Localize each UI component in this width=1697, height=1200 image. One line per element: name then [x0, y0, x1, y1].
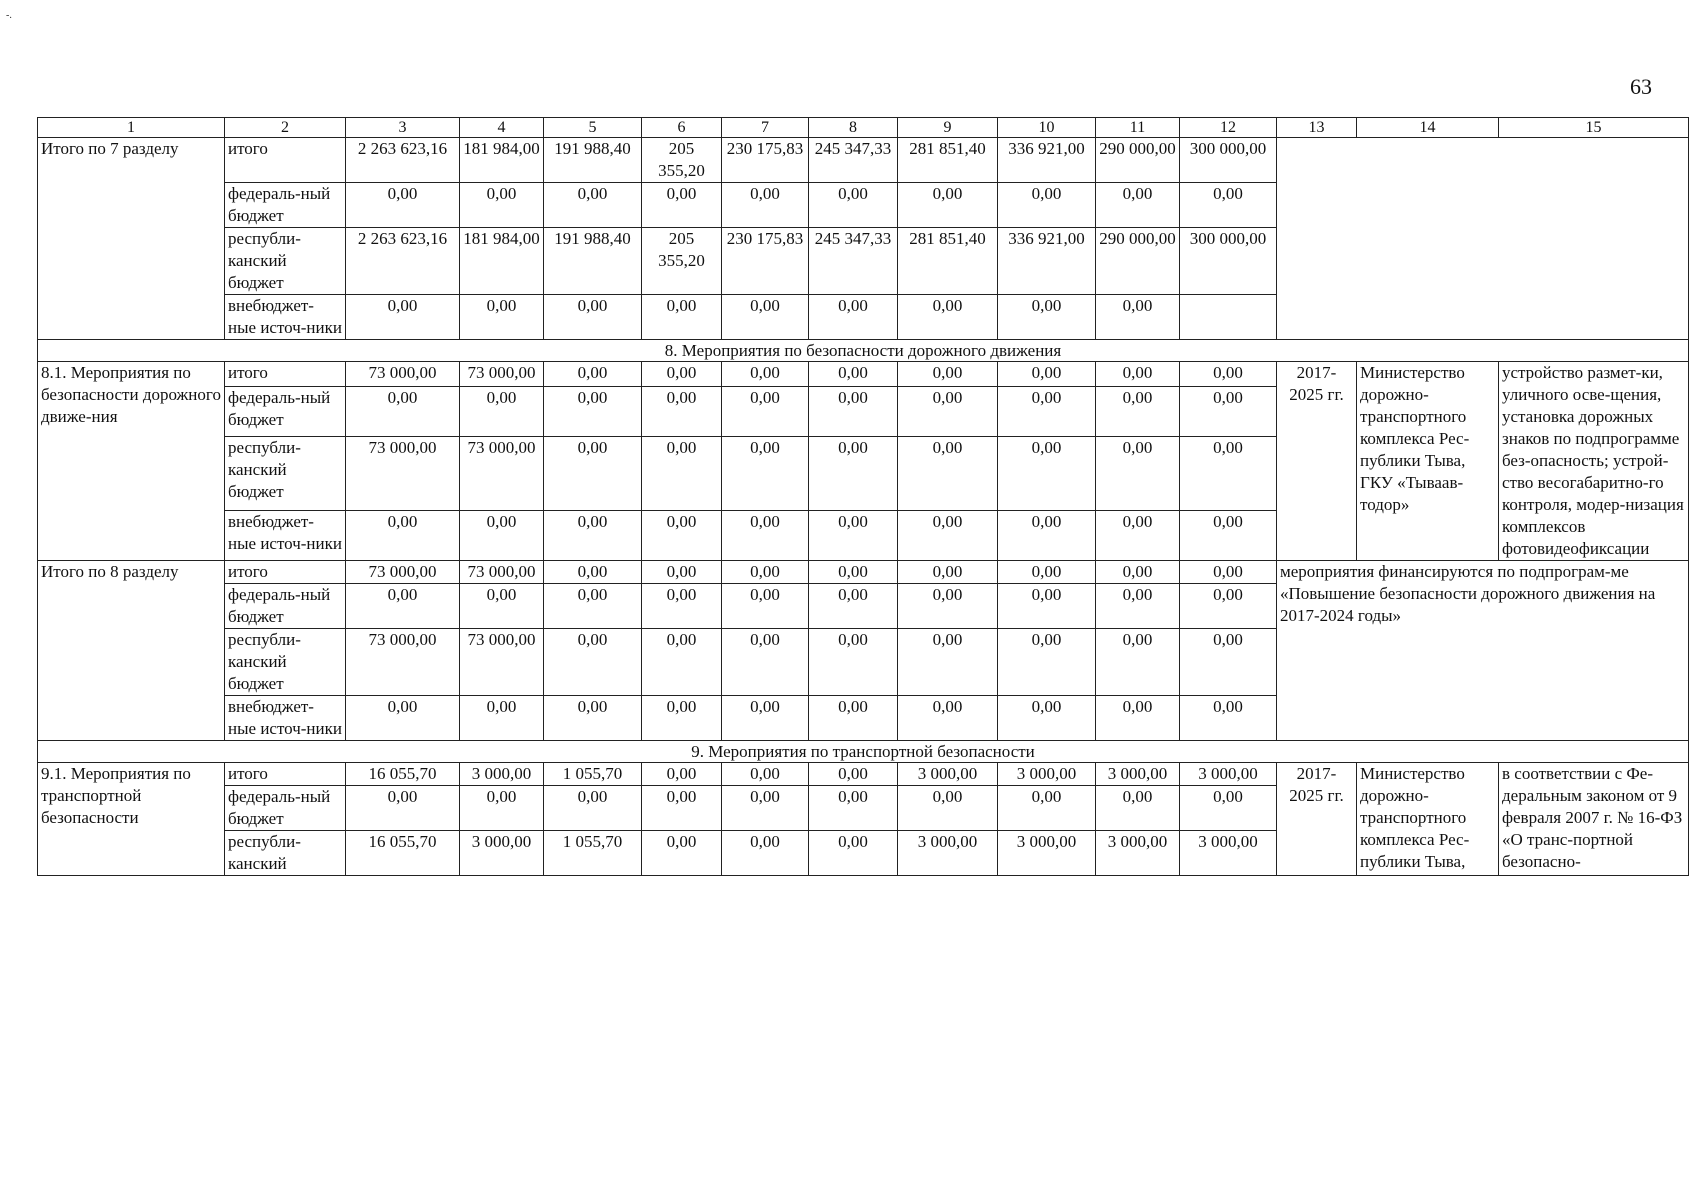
funding-source: внебюджет-ные источ-ники	[225, 511, 346, 561]
funding-source: федераль-ный бюджет	[225, 786, 346, 831]
header-cell: 15	[1499, 118, 1689, 138]
amount-cell: 1 055,70	[544, 763, 642, 786]
amount-cell: 0,00	[642, 295, 722, 340]
funding-source: республи-канский	[225, 831, 346, 876]
amount-cell: 73 000,00	[460, 629, 544, 696]
funding-source: итого	[225, 763, 346, 786]
amount-cell: 0,00	[544, 786, 642, 831]
amount-cell: 0,00	[998, 511, 1096, 561]
amount-cell: 0,00	[998, 362, 1096, 387]
header-cell: 3	[346, 118, 460, 138]
header-cell: 7	[722, 118, 809, 138]
amount-cell: 0,00	[809, 629, 898, 696]
amount-cell	[1180, 295, 1277, 340]
amount-cell: 0,00	[809, 786, 898, 831]
amount-cell: 0,00	[460, 696, 544, 741]
amount-cell: 0,00	[998, 295, 1096, 340]
amount-cell: 2 263 623,16	[346, 228, 460, 295]
section-row	[38, 741, 1689, 763]
amount-cell: 73 000,00	[460, 561, 544, 584]
amount-cell: 0,00	[1096, 362, 1180, 387]
header-cell: 4	[460, 118, 544, 138]
amount-cell: 0,00	[809, 831, 898, 876]
header-cell: 13	[1277, 118, 1357, 138]
amount-cell: 73 000,00	[346, 561, 460, 584]
amount-cell: 0,00	[809, 295, 898, 340]
corner-mark: -.	[6, 10, 12, 21]
executor-cell: Министерство дорожно-транспортного комплекса Рес-публики Тыва, ГКУ «Тываав-тодор»	[1357, 362, 1499, 561]
amount-cell: 3 000,00	[898, 763, 998, 786]
amount-cell: 3 000,00	[998, 763, 1096, 786]
financing-note: мероприятия финансируются по подпрограм-ме «Повышение безопасности дорожного движения на 2017-2024 годы»	[1277, 561, 1689, 741]
amount-cell: 0,00	[722, 696, 809, 741]
funding-source: внебюджет-ные источ-ники	[225, 696, 346, 741]
amount-cell: 0,00	[1096, 786, 1180, 831]
amount-cell: 0,00	[722, 831, 809, 876]
funding-source: республи-канский бюджет	[225, 437, 346, 511]
amount-cell: 290 000,00	[1096, 138, 1180, 183]
amount-cell: 230 175,83	[722, 228, 809, 295]
amount-cell: 0,00	[642, 786, 722, 831]
budget-table	[37, 117, 1689, 876]
amount-cell: 0,00	[1180, 786, 1277, 831]
amount-cell: 73 000,00	[346, 437, 460, 511]
amount-cell: 0,00	[642, 584, 722, 629]
amount-cell: 0,00	[642, 183, 722, 228]
amount-cell: 73 000,00	[460, 437, 544, 511]
amount-cell: 3 000,00	[460, 763, 544, 786]
amount-cell: 0,00	[809, 511, 898, 561]
amount-cell: 0,00	[809, 362, 898, 387]
amount-cell: 0,00	[722, 584, 809, 629]
amount-cell: 0,00	[809, 437, 898, 511]
section-title: 9. Мероприятия по транспортной безопасности	[38, 741, 1689, 763]
amount-cell: 0,00	[722, 511, 809, 561]
amount-cell: 0,00	[1180, 387, 1277, 437]
header-row	[38, 118, 1689, 138]
amount-cell: 3 000,00	[898, 831, 998, 876]
table-row	[38, 362, 1689, 387]
amount-cell: 181 984,00	[460, 138, 544, 183]
amount-cell: 3 000,00	[998, 831, 1096, 876]
amount-cell: 0,00	[544, 295, 642, 340]
amount-cell: 0,00	[544, 362, 642, 387]
header-cell: 9	[898, 118, 998, 138]
amount-cell: 0,00	[1180, 696, 1277, 741]
funding-source: федераль-ный бюджет	[225, 584, 346, 629]
header-cell: 11	[1096, 118, 1180, 138]
amount-cell: 73 000,00	[346, 362, 460, 387]
amount-cell: 0,00	[642, 763, 722, 786]
amount-cell: 300 000,00	[1180, 138, 1277, 183]
amount-cell: 0,00	[722, 362, 809, 387]
amount-cell: 0,00	[898, 561, 998, 584]
amount-cell: 0,00	[544, 387, 642, 437]
amount-cell: 230 175,83	[722, 138, 809, 183]
result-cell: в соответствии с Фе-деральным законом от 9 февраля 2007 г. № 16-ФЗ «О транс-портной безопасно-	[1499, 763, 1689, 876]
amount-cell: 0,00	[346, 511, 460, 561]
amount-cell: 0,00	[998, 584, 1096, 629]
amount-cell: 0,00	[460, 786, 544, 831]
funding-source: итого	[225, 138, 346, 183]
amount-cell: 0,00	[460, 511, 544, 561]
amount-cell: 0,00	[1180, 629, 1277, 696]
amount-cell: 0,00	[809, 183, 898, 228]
amount-cell: 0,00	[1096, 511, 1180, 561]
amount-cell: 0,00	[346, 295, 460, 340]
amount-cell: 73 000,00	[346, 629, 460, 696]
amount-cell: 0,00	[1096, 629, 1180, 696]
amount-cell: 205 355,20	[642, 228, 722, 295]
amount-cell: 0,00	[346, 584, 460, 629]
empty-cell	[1277, 138, 1689, 340]
executor-cell: Министерство дорожно-транспортного комплекса Рес-публики Тыва,	[1357, 763, 1499, 876]
amount-cell: 0,00	[642, 387, 722, 437]
amount-cell: 0,00	[1096, 696, 1180, 741]
section-title: 8. Мероприятия по безопасности дорожного движения	[38, 340, 1689, 362]
section-row	[38, 340, 1689, 362]
amount-cell: 0,00	[642, 511, 722, 561]
amount-cell: 0,00	[1180, 511, 1277, 561]
amount-cell: 0,00	[898, 786, 998, 831]
amount-cell: 0,00	[544, 696, 642, 741]
amount-cell: 0,00	[998, 387, 1096, 437]
amount-cell: 0,00	[898, 387, 998, 437]
amount-cell: 0,00	[460, 295, 544, 340]
amount-cell: 3 000,00	[1096, 763, 1180, 786]
table-row	[38, 138, 1689, 183]
amount-cell: 0,00	[1096, 387, 1180, 437]
amount-cell: 3 000,00	[1096, 831, 1180, 876]
amount-cell: 0,00	[642, 362, 722, 387]
header-cell: 2	[225, 118, 346, 138]
amount-cell: 0,00	[722, 387, 809, 437]
amount-cell: 0,00	[1096, 437, 1180, 511]
amount-cell: 0,00	[809, 584, 898, 629]
amount-cell: 205 355,20	[642, 138, 722, 183]
amount-cell: 0,00	[544, 584, 642, 629]
amount-cell: 0,00	[898, 696, 998, 741]
amount-cell: 0,00	[1096, 295, 1180, 340]
amount-cell: 0,00	[346, 786, 460, 831]
amount-cell: 0,00	[1180, 437, 1277, 511]
amount-cell: 0,00	[809, 763, 898, 786]
amount-cell: 0,00	[998, 629, 1096, 696]
amount-cell: 0,00	[722, 561, 809, 584]
amount-cell: 0,00	[998, 437, 1096, 511]
amount-cell: 0,00	[544, 183, 642, 228]
amount-cell: 0,00	[642, 437, 722, 511]
amount-cell: 0,00	[898, 183, 998, 228]
amount-cell: 0,00	[1180, 584, 1277, 629]
amount-cell: 0,00	[1096, 584, 1180, 629]
amount-cell: 0,00	[460, 183, 544, 228]
amount-cell: 0,00	[346, 183, 460, 228]
amount-cell: 0,00	[642, 696, 722, 741]
table-body	[38, 118, 1689, 876]
row-group-name: Итого по 8 разделу	[38, 561, 225, 741]
funding-source: итого	[225, 561, 346, 584]
amount-cell: 73 000,00	[460, 362, 544, 387]
amount-cell: 0,00	[898, 437, 998, 511]
amount-cell: 0,00	[898, 629, 998, 696]
header-cell: 12	[1180, 118, 1277, 138]
amount-cell: 0,00	[722, 786, 809, 831]
amount-cell: 0,00	[722, 763, 809, 786]
amount-cell: 0,00	[1180, 561, 1277, 584]
amount-cell: 16 055,70	[346, 831, 460, 876]
amount-cell: 0,00	[809, 387, 898, 437]
funding-source: итого	[225, 362, 346, 387]
page-number: 63	[1630, 74, 1652, 99]
amount-cell: 0,00	[1096, 183, 1180, 228]
row-group-name: Итого по 7 разделу	[38, 138, 225, 340]
amount-cell: 191 988,40	[544, 138, 642, 183]
header-cell: 5	[544, 118, 642, 138]
table-row	[38, 763, 1689, 786]
amount-cell: 0,00	[544, 561, 642, 584]
amount-cell: 290 000,00	[1096, 228, 1180, 295]
period-cell: 2017-2025 гг.	[1277, 362, 1357, 561]
funding-source: внебюджет-ные источ-ники	[225, 295, 346, 340]
amount-cell: 245 347,33	[809, 228, 898, 295]
row-group-name: 9.1. Мероприятия по транспортной безопасности	[38, 763, 225, 876]
funding-source: федераль-ный бюджет	[225, 387, 346, 437]
amount-cell: 281 851,40	[898, 138, 998, 183]
amount-cell: 1 055,70	[544, 831, 642, 876]
amount-cell: 336 921,00	[998, 138, 1096, 183]
amount-cell: 0,00	[642, 831, 722, 876]
amount-cell: 0,00	[642, 629, 722, 696]
row-group-name: 8.1. Мероприятия по безопасности дорожного движе-ния	[38, 362, 225, 561]
period-cell: 2017-2025 гг.	[1277, 763, 1357, 876]
amount-cell: 0,00	[898, 511, 998, 561]
amount-cell: 0,00	[898, 362, 998, 387]
amount-cell: 0,00	[898, 584, 998, 629]
amount-cell: 245 347,33	[809, 138, 898, 183]
amount-cell: 0,00	[722, 437, 809, 511]
amount-cell: 0,00	[722, 183, 809, 228]
amount-cell: 0,00	[898, 295, 998, 340]
header-cell: 14	[1357, 118, 1499, 138]
amount-cell: 0,00	[998, 696, 1096, 741]
header-cell: 8	[809, 118, 898, 138]
amount-cell: 3 000,00	[1180, 831, 1277, 876]
result-cell: устройство размет-ки, уличного осве-щения, установка дорожных знаков по подпрограмме без-опасность; устрой-ство весогабаритно-го контроля, модер-низация комплексов фотовидеофиксации	[1499, 362, 1689, 561]
amount-cell: 0,00	[722, 295, 809, 340]
funding-source: федераль-ный бюджет	[225, 183, 346, 228]
amount-cell: 0,00	[998, 561, 1096, 584]
amount-cell: 0,00	[544, 629, 642, 696]
amount-cell: 0,00	[998, 786, 1096, 831]
amount-cell: 0,00	[1096, 561, 1180, 584]
amount-cell: 0,00	[1180, 183, 1277, 228]
amount-cell: 281 851,40	[898, 228, 998, 295]
header-cell: 1	[38, 118, 225, 138]
amount-cell: 2 263 623,16	[346, 138, 460, 183]
amount-cell: 0,00	[642, 561, 722, 584]
funding-source: республи-канский бюджет	[225, 629, 346, 696]
amount-cell: 0,00	[460, 584, 544, 629]
amount-cell: 0,00	[544, 511, 642, 561]
amount-cell: 0,00	[809, 696, 898, 741]
amount-cell: 0,00	[1180, 362, 1277, 387]
amount-cell: 336 921,00	[998, 228, 1096, 295]
amount-cell: 3 000,00	[1180, 763, 1277, 786]
amount-cell: 181 984,00	[460, 228, 544, 295]
header-cell: 6	[642, 118, 722, 138]
amount-cell: 0,00	[809, 561, 898, 584]
amount-cell: 300 000,00	[1180, 228, 1277, 295]
amount-cell: 0,00	[544, 437, 642, 511]
amount-cell: 0,00	[346, 696, 460, 741]
header-cell: 10	[998, 118, 1096, 138]
amount-cell: 0,00	[998, 183, 1096, 228]
amount-cell: 3 000,00	[460, 831, 544, 876]
amount-cell: 0,00	[460, 387, 544, 437]
amount-cell: 16 055,70	[346, 763, 460, 786]
amount-cell: 191 988,40	[544, 228, 642, 295]
funding-source: республи-канский бюджет	[225, 228, 346, 295]
amount-cell: 0,00	[346, 387, 460, 437]
amount-cell: 0,00	[722, 629, 809, 696]
table-row	[38, 561, 1689, 584]
